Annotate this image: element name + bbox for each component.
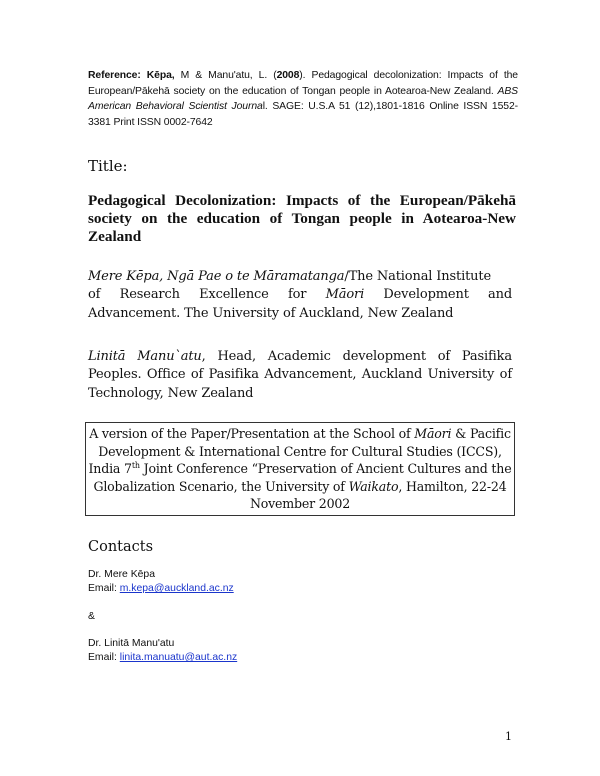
reference-text-1: ). Pedagogical decolonization: Impacts of the European/Pākehā society on the education of Tongan people in Aotearoa-New Zealand.	[88, 70, 518, 97]
version-text-1: A version of the Paper/Presentation at the School of	[89, 426, 415, 441]
page-number: 1	[505, 730, 512, 743]
author-1-name: Mere Kēpa, Ngā Pae o te Māramatanga	[88, 269, 345, 284]
title-label: Title:	[88, 157, 128, 175]
contact-2-email-link[interactable]: linita.manuatu@aut.ac.nz	[119, 652, 238, 663]
author-2-text: , Head, Academic development of Pasifika Peoples. Office of Pasifika Advancement, Auckland University of Technology, New Zealand	[88, 349, 512, 401]
version-text-2: & Pacific Development & International Centre for Cultural Studies (ICCS), India 7	[88, 426, 511, 476]
author-1-text-a: /The National Institute	[344, 269, 492, 284]
reference-author: Kēpa,	[146, 70, 175, 81]
contact-1-email-label: Email:	[88, 583, 120, 594]
author-1-maori: Māori	[325, 287, 365, 303]
version-note-box	[85, 422, 515, 516]
reference-citation	[88, 68, 518, 130]
version-text-4: , Hamilton, 22-24 November 2002	[249, 478, 507, 511]
reference-text-2: l. SAGE: U.S.A 51 (12),1801-1816 Online ISSN 1552-3381 Print ISSN 0002-7642	[88, 101, 518, 128]
reference-label: Reference:	[88, 70, 147, 81]
contact-2-email-label: Email:	[88, 652, 120, 663]
reference-journal: ABS American Behavioral Scientist Journa	[88, 85, 518, 113]
version-sup: th	[131, 460, 140, 470]
contact-separator: &	[88, 611, 95, 622]
author-1-text-c: Development and	[364, 287, 512, 303]
version-waikato: Waikato	[348, 478, 399, 494]
version-text-3: Joint Conference “Preservation of Ancient Cultures and the Globalization Scenario, the University of	[93, 461, 512, 494]
reference-authors-rest: M & Manu'atu, L. (	[174, 70, 277, 81]
reference-year: 2008	[276, 70, 300, 81]
contact-2-email-line	[88, 651, 237, 665]
main-title: Pedagogical Decolonization: Impacts of the European/Pākehā society on the education of Tongan people in Aotearoa-New Zealand	[88, 192, 516, 245]
contact-1-email-link[interactable]: m.kepa@auckland.ac.nz	[119, 583, 234, 594]
contact-2-name: Dr. Linitā Manu'atu	[88, 638, 175, 649]
author-1-block	[88, 268, 512, 323]
contact-1-name: Dr. Mere Kēpa	[88, 569, 155, 580]
contact-1-email-line	[88, 582, 234, 596]
author-1-text-b: of Research Excellence for	[88, 287, 326, 303]
author-2-name: Linitā Manu`atu	[88, 349, 202, 364]
contacts-heading: Contacts	[88, 539, 154, 555]
author-1-text-d: Advancement. The University of Auckland, New Zealand	[88, 305, 454, 321]
author-2-block	[88, 348, 512, 403]
version-maori: Māori	[414, 426, 452, 441]
